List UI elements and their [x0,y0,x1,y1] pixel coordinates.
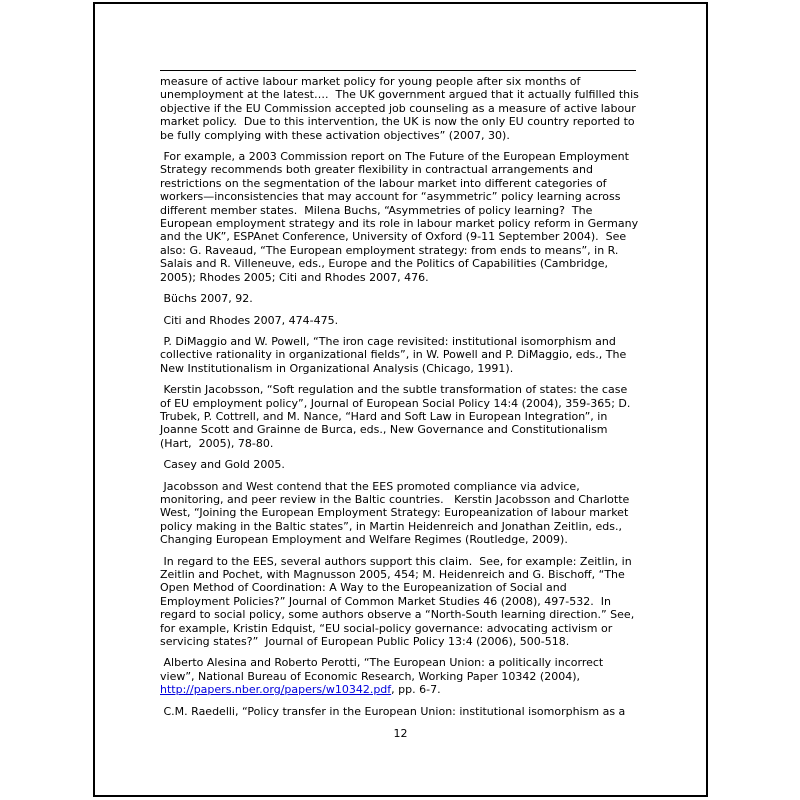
footnote-text: Alberto Alesina and Roberto Perotti, “The European Union: a politically incorrect view”, National Bureau of Economic Research, Working Paper 10342 (2004), [160,656,607,683]
footnote-paragraph [160,705,639,718]
footnote-paragraph [160,383,639,450]
footnote-paragraph [160,555,639,649]
footnote-separator-rule [160,70,636,71]
footnote-text: , pp. 6-7. [391,683,441,697]
footnote-paragraph [160,75,643,142]
footnote-text: P. DiMaggio and W. Powell, “The iron cage revisited: institutional isomorphism and collective rationality in organizational fields”, in W. Powell and P. DiMaggio, eds., The New Institutionalism in Organizational Analysis (Chicago, 1991). [160,334,630,375]
nber-paper-link[interactable]: http://papers.nber.org/papers/w10342.pdf [160,683,392,697]
footnote-paragraph [160,292,639,305]
footnote-text: For example, a 2003 Commission report on The Future of the European Employment Strategy recommends both greater flexibility in contractual arrangements and restrictions on the segmentation of the labour market into different categories of workers—inconsistencies that may account for “asymmetric” policy learning across different member states. Milena Buchs, “Asymmetries of policy learning? The European employment strategy and its role in labour market policy reform in Germany and the UK”, ESPAnet Conference, University of Oxford (9-11 September 2004). See also: G. Raveaud, “The European employment strategy: from ends to means”, in R. Salais and R. Villeneuve, eds., Europe and the Politics of Capabilities (Cambridge, 2005); Rhodes 2005; Citi and Rhodes 2007, 476. [160,150,642,284]
footnote-text: measure of active labour market policy for young people after six months of unemployment at the latest…. The UK government argued that it actually fulfilled this objective if the EU Commission accepted job counseling as a measure of active labour market policy. Due to this intervention, the UK is now the only EU country reported to be fully complying with these activation objectives” (2007, 30). [160,75,643,142]
footnote-paragraph [160,656,639,696]
footnote-paragraph [160,335,639,375]
footnote-text: Jacobsson and West contend that the EES promoted compliance via advice, monitoring, and peer review in the Baltic countries. Kerstin Jacobsson and Charlotte West, “Joining the European Employment Strategy: Europeanization of labour market policy making in the Baltic states”, in Martin Heidenreich and Jonathan Zeitlin, eds., Changing European Employment and Welfare Regimes (Routledge, 2009). [160,479,633,547]
footnote-paragraph [160,150,642,284]
footnote-text: Citi and Rhodes 2007, 474-475. [160,313,339,327]
footnote-text: In regard to the EES, several authors support this claim. See, for example: Zeitlin, in Zeitlin and Pochet, with Magnusson 2005, 454; M. Heidenreich and G. Bischoff, “The Open Method of Coordination: A Way to the Europeanization of Social and Employment Policies?” Journal of Common Market Studies 46 (2008), 497-532. In regard to social policy, some authors observe a “North-South learning direction.” See, for example, Kristin Edquist, “EU social-policy governance: advocating activism or servicing states?” Journal of European Public Policy 13:4 (2006), 500-518. [160,554,638,649]
footnote-paragraph [160,314,639,327]
footnote-text: C.M. Raedelli, “Policy transfer in the European Union: institutional isomorphism as a [160,704,626,718]
footnote-text: Kerstin Jacobsson, “Soft regulation and the subtle transformation of states: the case of EU employment policy”, Journal of European Social Policy 14:4 (2004), 359-365; D. Trubek, P. Cottrell, and M. Nance, “Hard and Soft Law in European Integration”, in Joanne Scott and Grainne de Burca, eds., New Governance and Constitutionalism (Hart, 2005), 78-80. [160,383,634,450]
footnote-text: Büchs 2007, 92. [160,292,253,306]
footnote-paragraph [160,480,639,547]
footnote-paragraph [160,458,639,471]
page-number: 12 [393,727,408,740]
footnote-text: Casey and Gold 2005. [160,458,285,472]
document-page [93,2,708,797]
footnotes-block [160,75,643,718]
text-column [160,70,643,726]
